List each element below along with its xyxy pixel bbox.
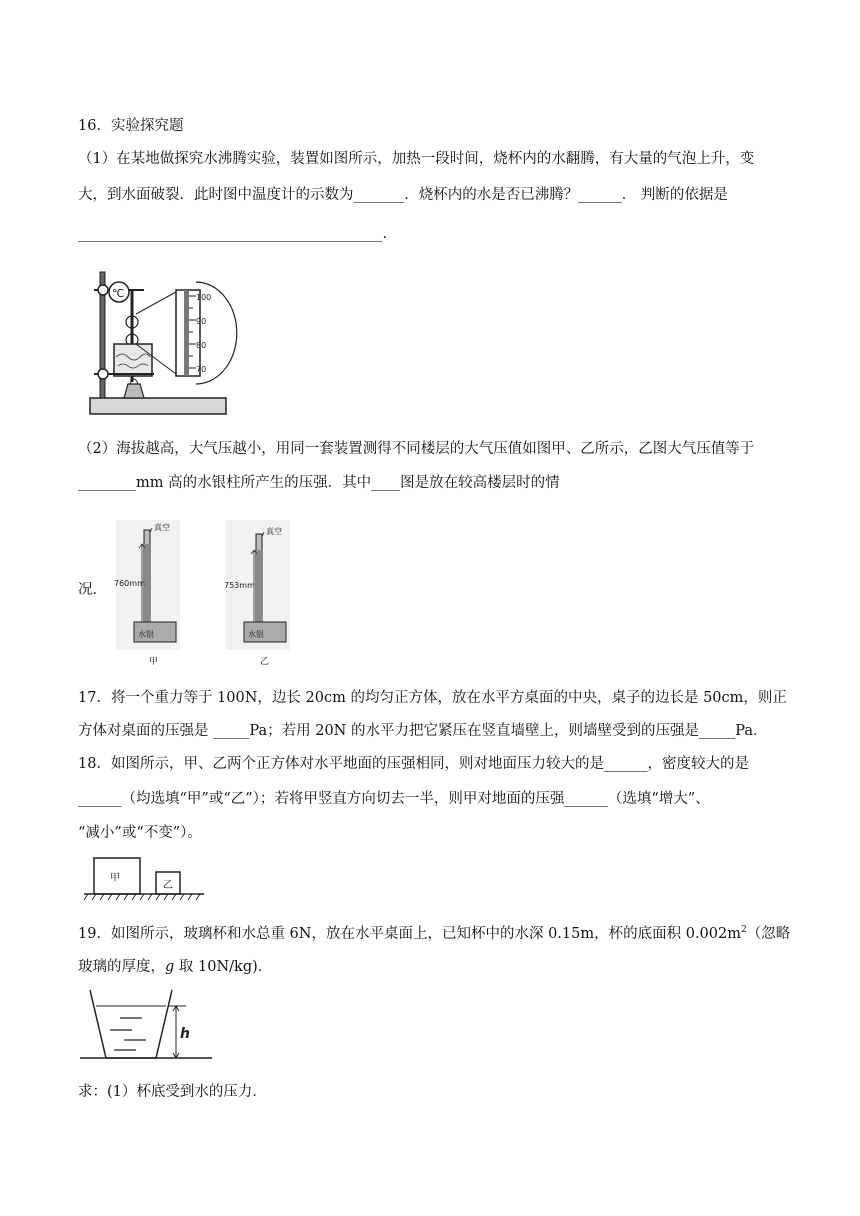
left-mercury-label: 水银: [138, 630, 154, 639]
boiling-apparatus-drawing: [84, 262, 244, 420]
degree-label: ℃: [112, 287, 125, 300]
cube-left-label: 甲: [110, 873, 120, 884]
q16-part2-line1: （2）海拔越高，大气压越小，用同一套装置测得不同楼层的大气压值如图甲、乙所示，乙图大气压值等于: [78, 441, 755, 457]
cube-right-label: 乙: [163, 880, 173, 891]
q19-line2: [78, 957, 272, 977]
q18-line2: ______（均选填“甲”或“乙”）；若将甲竖直方向切去一半，则甲对地面的压强______（选填“增大”、: [78, 791, 710, 807]
glass-cup-figure: [80, 986, 216, 1070]
q16-title: 16．实验探究题: [78, 118, 184, 134]
right-caption: 乙: [260, 657, 270, 667]
q17-line2: 方体对桌面的压强是 _____Pa；若用 20N 的水平力把它紧压在竖直墙壁上，则墙壁受到的压强是_____Pa．: [78, 723, 768, 739]
q16-part2-line2: ________mm 高的水银柱所产生的压强．其中____图是放在较高楼层时的情: [78, 475, 560, 491]
barometer-figure: [114, 518, 304, 670]
q18-line3: “减小”或“不变”）。: [78, 825, 202, 841]
cubes-drawing: [82, 854, 208, 902]
scale-label-100: 100: [196, 293, 212, 302]
scale-label-80: 80: [196, 341, 207, 350]
boiling-apparatus-figure: [84, 262, 244, 420]
q16-part2-line3: 况．: [78, 582, 107, 598]
q19-line2-tail: 取 10N/kg)．: [174, 959, 273, 975]
q19-line1-text: 19．如图所示，玻璃杯和水总重 6N，放在水平桌面上，已知杯中的水深 0.15m，杯的底面积 0.002m: [78, 926, 741, 942]
q16-part1-line1: （1）在某地做探究水沸腾实验，装置如图所示，加热一段时间，烧杯内的水翻腾，有大量的气泡上升，变: [78, 151, 755, 167]
left-height-label: 760mm: [114, 579, 145, 588]
scale-label-90: 90: [196, 317, 207, 326]
q16-part1-line3: __________________________________________．: [78, 226, 397, 242]
q17-line1: 17．将一个重力等于 100N，边长 20cm 的均匀正方体，放在水平方桌面的中央，桌子的边长是 50cm，则正: [78, 690, 787, 706]
right-height-label: 753mm: [224, 581, 255, 590]
left-caption: 甲: [149, 657, 159, 667]
glass-cup-drawing: [80, 986, 216, 1070]
cubes-figure: [82, 854, 208, 902]
scale-label-70: 70: [196, 365, 207, 374]
q19-g-symbol: g: [165, 959, 175, 975]
q19-line1-tail: （忽略: [746, 926, 791, 942]
q19-ask: 求：(1）杯底受到水的压力．: [78, 1084, 267, 1100]
height-h-label: h: [180, 1026, 190, 1042]
right-mercury-label: 水银: [248, 630, 264, 639]
q19-line2-text: 玻璃的厚度，: [78, 959, 165, 975]
q16-part1-line2: 大，到水面破裂．此时图中温度计的示数为_______．烧杯内的水是否已沸腾？______． 判断的依据是: [78, 187, 728, 203]
barometer-drawing: [114, 518, 304, 670]
q18-line1: 18．如图所示，甲、乙两个正方体对水平地面的压强相同，则对地面压力较大的是______，密度较大的是: [78, 756, 749, 772]
q19-line1: [78, 924, 790, 944]
left-vacuum-label: 真空: [154, 523, 170, 532]
right-vacuum-label: 真空: [266, 527, 282, 536]
q19-superscript: 2: [740, 925, 747, 936]
